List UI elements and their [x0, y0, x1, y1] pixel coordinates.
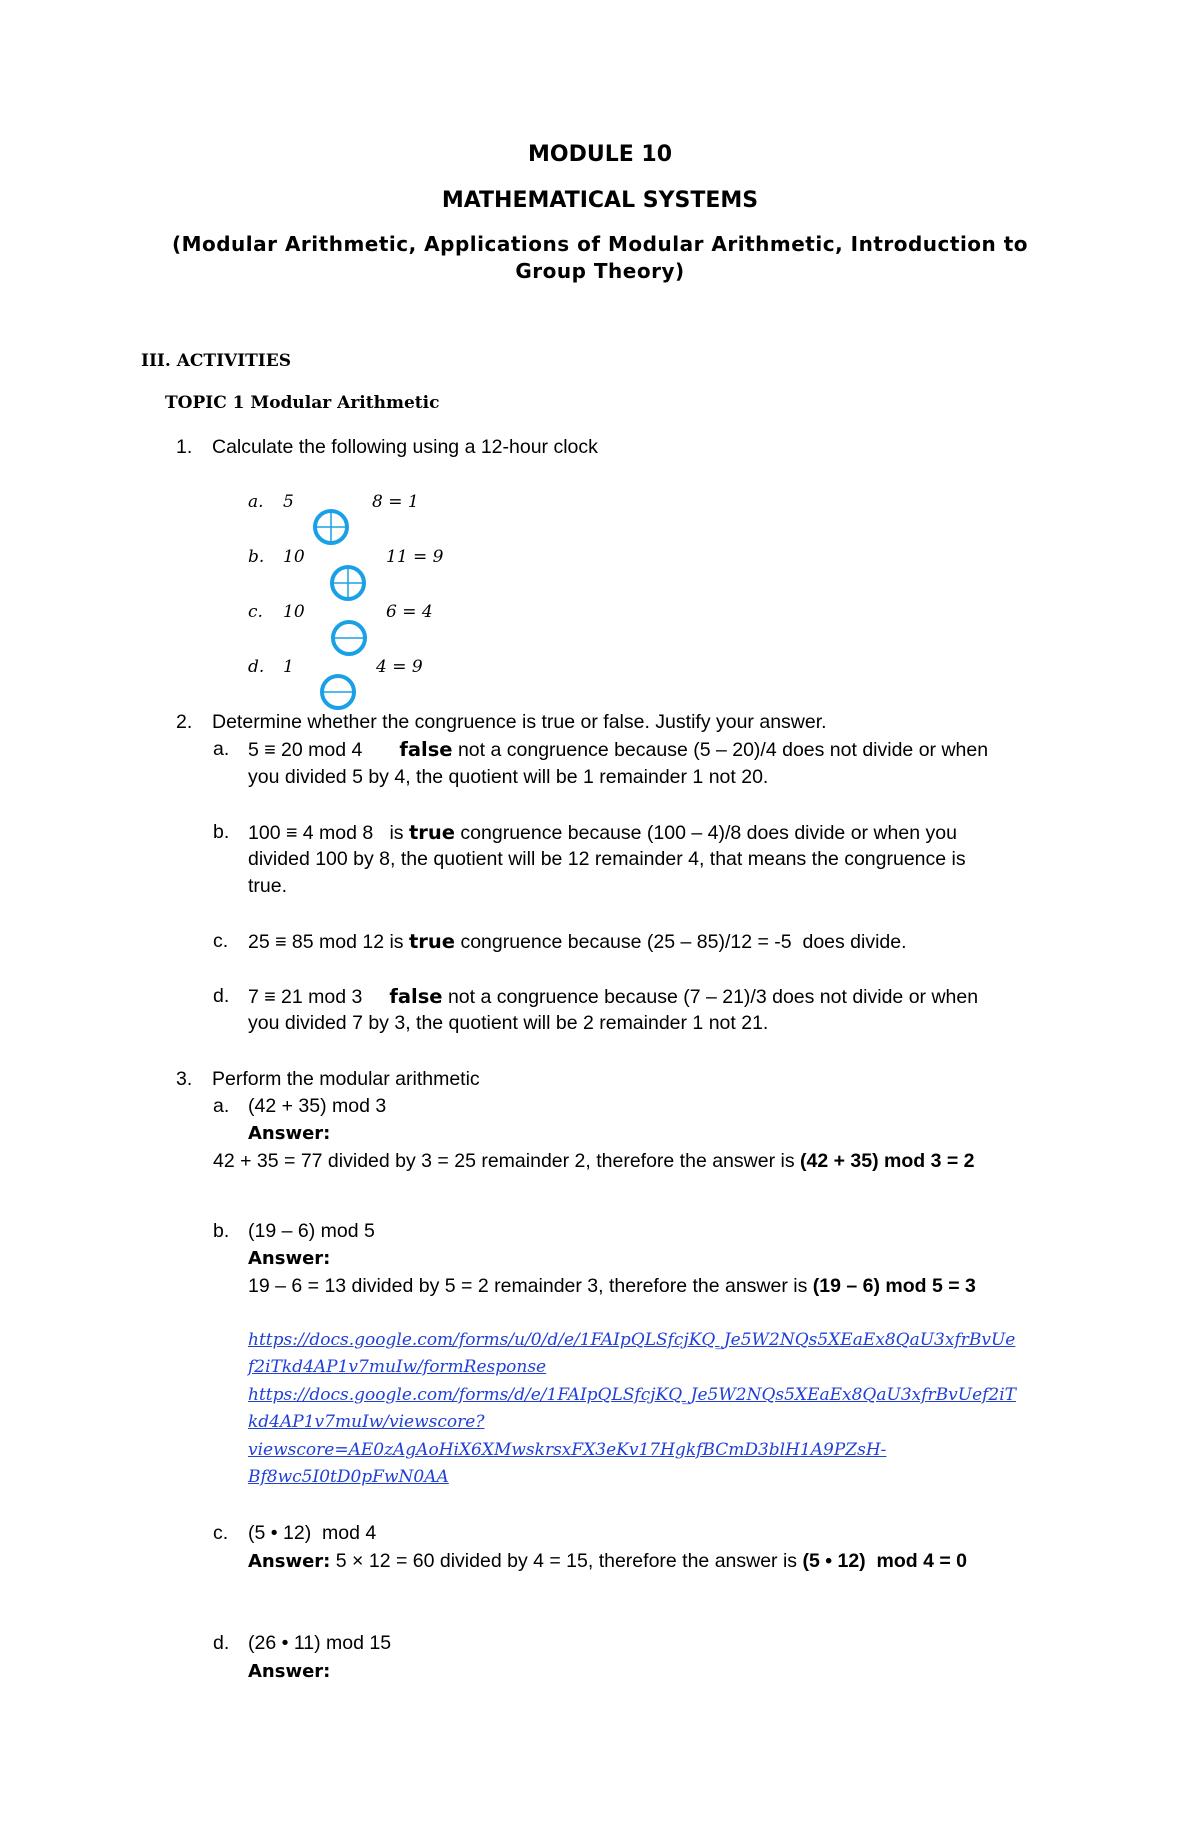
q2-b-label: b.	[213, 821, 230, 843]
q2-b-keyword: true	[408, 821, 456, 844]
q2-number: 2.	[176, 711, 193, 733]
module-subtitle-line1: (Modular Arithmetic, Applications of Modular Arithmetic, Introduction to	[171, 232, 1029, 256]
q3-c-answer-label: Answer:	[248, 1551, 331, 1572]
form-response-link-cont[interactable]: f2iTkd4AP1v7muIw/formResponse	[248, 1357, 547, 1377]
q3-c-expr: (5 • 12) mod 4	[248, 1522, 377, 1544]
section-heading: III. ACTIVITIES	[141, 351, 291, 371]
q2-prompt: Determine whether the congruence is true or false. Justify your answer.	[212, 711, 827, 733]
q1-a-left: 5	[283, 492, 294, 512]
q2-d-expr: 7 ≡ 21 mod 3	[248, 986, 363, 1008]
q2-c-keyword: true	[408, 930, 456, 953]
form-response-link[interactable]: https://docs.google.com/forms/u/0/d/e/1FAIpQLSfcjKQ_Je5W2NQs5XEaEx8QaU3xfrBvUe	[248, 1330, 1016, 1350]
q1-c-right: 6 = 4	[386, 602, 433, 622]
q2-d-justification-2: you divided 7 by 3, the quotient will be 2 remainder 1 not 21.	[248, 1012, 769, 1034]
q2-a-expr: 5 ≡ 20 mod 4	[248, 739, 363, 761]
view-score-link[interactable]: https://docs.google.com/forms/d/e/1FAIpQLSfcjKQ_Je5W2NQs5XEaEx8QaU3xfrBvUef2iT	[248, 1385, 1017, 1405]
q2-b-justification-1: congruence because (100 – 4)/8 does divide or when you	[455, 822, 957, 844]
q3-c-work: 5 × 12 = 60 divided by 4 = 15, therefore the answer is	[330, 1550, 803, 1572]
q1-d-right: 4 = 9	[376, 657, 423, 677]
q1-b-left: 10	[283, 547, 305, 567]
q3-a-answer-label: Answer:	[248, 1123, 331, 1144]
q3-b-label: b.	[213, 1220, 230, 1242]
q3-b-work: 19 – 6 = 13 divided by 5 = 2 remainder 3, therefore the answer is	[248, 1275, 813, 1297]
q1-a-right: 8 = 1	[372, 492, 419, 512]
q2-a-justification-1: not a congruence because (5 – 20)/4 does not divide or when	[452, 739, 989, 761]
q3-number: 3.	[176, 1068, 193, 1090]
q2-a-justification-2: you divided 5 by 4, the quotient will be 1 remainder 1 not 20.	[248, 766, 769, 788]
q3-b-result: (19 – 6) mod 5 = 3	[812, 1275, 976, 1297]
module-number: MODULE 10	[527, 142, 673, 167]
q2-a-keyword: false	[399, 738, 453, 761]
q3-b-expr: (19 – 6) mod 5	[248, 1220, 375, 1242]
q3-b-answer-label: Answer:	[248, 1248, 331, 1269]
q2-c-label: c.	[213, 930, 229, 952]
q3-d-label: d.	[213, 1632, 230, 1654]
q3-a-result: (42 + 35) mod 3 = 2	[800, 1150, 975, 1172]
q1-number: 1.	[176, 436, 193, 458]
q1-d-left: 1	[283, 657, 294, 677]
q2-d-keyword: false	[389, 985, 443, 1008]
q2-c-expr: 25 ≡ 85 mod 12 is	[248, 931, 409, 953]
q1-c-left: 10	[283, 602, 305, 622]
q2-c-justification-1: congruence because (25 – 85)/12 = -5 does divide.	[455, 931, 907, 953]
circled-plus-icon	[329, 564, 367, 602]
q1-b-right: 11 = 9	[386, 547, 444, 567]
q3-c-result: (5 • 12) mod 4 = 0	[802, 1550, 967, 1572]
q1-d-label: d.	[248, 657, 265, 677]
q3-c-label: c.	[213, 1522, 229, 1544]
q3-a-expr: (42 + 35) mod 3	[248, 1095, 387, 1117]
q3-d-expr: (26 • 11) mod 15	[248, 1632, 392, 1654]
q1-b-label: b.	[248, 547, 265, 567]
q2-d-justification-1: not a congruence because (7 – 21)/3 does not divide or when	[442, 986, 979, 1008]
q1-a-label: a.	[248, 492, 264, 512]
q3-d-answer-label: Answer:	[248, 1661, 331, 1682]
topic-heading: TOPIC 1 Modular Arithmetic	[165, 393, 440, 413]
q2-d-label: d.	[213, 985, 230, 1007]
circled-plus-icon	[312, 508, 350, 546]
q2-b-expr: 100 ≡ 4 mod 8 is	[248, 822, 409, 844]
q2-b-justification-3: true.	[248, 875, 288, 897]
module-subtitle-line2: Group Theory)	[515, 259, 685, 283]
q2-a-label: a.	[213, 738, 230, 760]
q1-prompt: Calculate the following using a 12-hour clock	[212, 436, 598, 458]
q2-b-justification-2: divided 100 by 8, the quotient will be 12 remainder 4, that means the congruence is	[248, 848, 966, 870]
q3-prompt: Perform the modular arithmetic	[212, 1068, 480, 1090]
circled-minus-icon	[319, 673, 357, 711]
view-score-link-cont-3[interactable]: Bf8wc5I0tD0pFwN0AA	[248, 1467, 449, 1487]
q3-a-label: a.	[213, 1095, 230, 1117]
view-score-link-cont-2[interactable]: viewscore=AE0zAgAoHiX6XMwskrsxFX3eKv17HgkfBCmD3blH1A9PZsH-	[248, 1440, 887, 1460]
circled-minus-icon	[330, 619, 368, 657]
q3-a-work: 42 + 35 = 77 divided by 3 = 25 remainder 2, therefore the answer is	[213, 1150, 800, 1172]
view-score-link-cont-1[interactable]: kd4AP1v7muIw/viewscore?	[248, 1412, 485, 1432]
module-title: MATHEMATICAL SYSTEMS	[441, 188, 759, 213]
q1-c-label: c.	[248, 602, 263, 622]
